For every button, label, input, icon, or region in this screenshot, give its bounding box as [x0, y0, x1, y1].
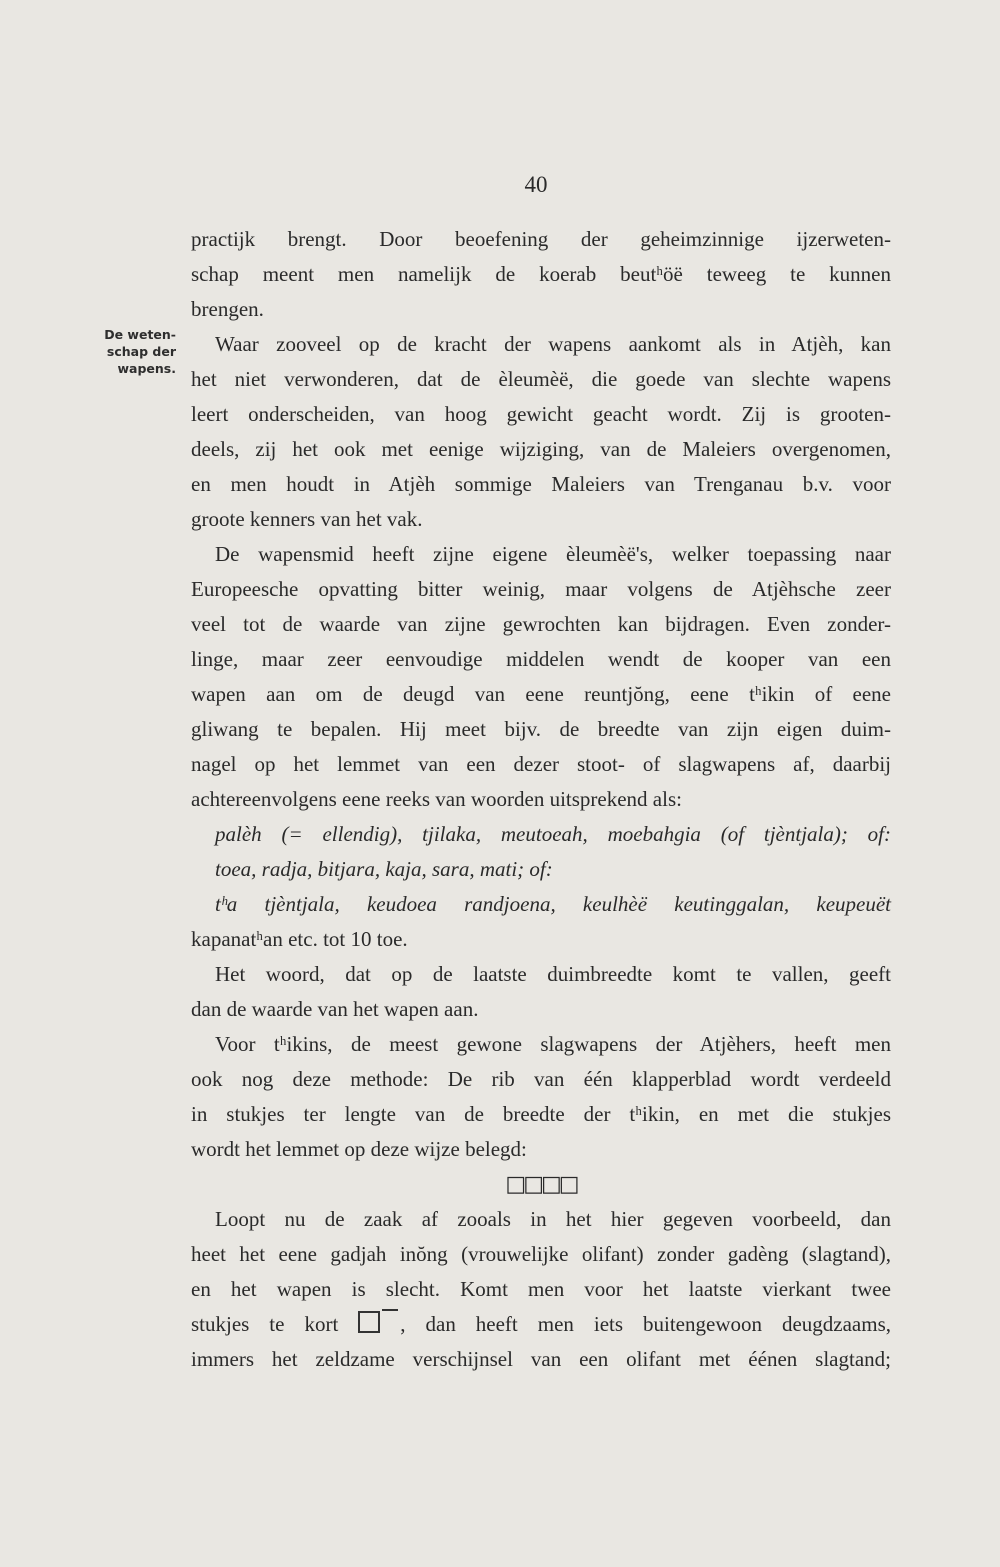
box-diagram	[191, 1167, 891, 1202]
text-line: en het wapen is slecht. Komt men voor het laatste vierkant twee	[191, 1277, 891, 1301]
text-line: tʰa tjèntjala, keudoea randjoena, keulhèë keutinggalan, keupeuët	[215, 892, 891, 916]
margin-note	[60, 326, 176, 377]
text-line: practijk brengt. Door beoefening der geheimzinnige ijzerweten-	[191, 227, 891, 251]
text-line: Loopt nu de zaak af zooals in het hier gegeven voorbeeld, dan	[215, 1207, 891, 1231]
text-line: het niet verwonderen, dat de èleumèë, die goede van slechte wapens	[191, 367, 891, 391]
margin-note-line: wapens.	[117, 361, 176, 376]
text-line: in stukjes ter lengte van de breedte der tʰikin, en met die stukjes	[191, 1102, 891, 1126]
text-line: De wapensmid heeft zijne eigene èleumèë's, welker toepassing naar	[215, 542, 891, 566]
text-line: Het woord, dat op de laatste duimbreedte komt te vallen, geeft	[215, 962, 891, 986]
text-line: kapanatʰan etc. tot 10 toe.	[191, 927, 408, 951]
text-line: leert onderscheiden, van hoog gewicht geacht wordt. Zij is grooten-	[191, 402, 891, 426]
text-line: deels, zij het ook met eenige wijziging, van de Maleiers overgenomen,	[191, 437, 891, 461]
text-line: toea, radja, bitjara, kaja, sara, mati; of:	[215, 857, 553, 881]
text-line: wapen aan om de deugd van eene reuntjŏng, eene tʰikin of eene	[191, 682, 891, 706]
text-line: heet het eene gadjah inŏng (vrouwelijke olifant) zonder gadèng (slagtand),	[191, 1242, 891, 1266]
text-line: immers het zeldzame verschijnsel van een olifant met éénen slagtand;	[191, 1347, 891, 1371]
text-line	[191, 1307, 891, 1342]
text-line: Europeesche opvatting bitter weinig, maar volgens de Atjèhsche zeer	[191, 577, 891, 601]
square-icon	[358, 1311, 380, 1333]
text-line: nagel op het lemmet van een dezer stoot- of slagwapens af, daarbij	[191, 752, 891, 776]
text-line: Voor tʰikins, de meest gewone slagwapens der Atjèhers, heeft men	[215, 1032, 891, 1056]
text-line: gliwang te bepalen. Hij meet bijv. de breedte van zijn eigen duim-	[191, 717, 891, 741]
text-line: linge, maar zeer eenvoudige middelen wendt de kooper van een	[191, 647, 891, 671]
text-line: veel tot de waarde van zijne gewrochten kan bijdragen. Even zonder-	[191, 612, 891, 636]
text-line: groote kenners van het vak.	[191, 507, 423, 531]
text-line: wordt het lemmet op deze wijze belegd:	[191, 1137, 527, 1161]
text-fragment: stukjes te kort	[191, 1312, 339, 1336]
text-line: schap meent men namelijk de koerab beutʰöë teweeg te kunnen	[191, 262, 891, 286]
text-line: brengen.	[191, 297, 264, 321]
text-fragment: , dan heeft men iets buitengewoon deugdzaams,	[400, 1312, 892, 1336]
rib-boxes-figure: □□□□	[505, 1172, 577, 1197]
margin-note-line: schap der	[106, 344, 176, 359]
text-line: dan de waarde van het wapen aan.	[191, 997, 479, 1021]
text-line: Waar zooveel op de kracht der wapens aankomt als in Atjèh, kan	[215, 332, 891, 356]
page-number: 40	[524, 172, 548, 197]
short-bar-icon	[382, 1309, 398, 1321]
text-line: palèh (= ellendig), tjilaka, meutoeah, moebahgia (of tjèntjala); of:	[215, 822, 891, 846]
margin-note-line: De weten-	[104, 327, 176, 342]
body-text	[191, 222, 891, 1377]
text-line: achtereenvolgens eene reeks van woorden uitsprekend als:	[191, 787, 682, 811]
text-line: ook nog deze methode: De rib van één klapperblad wordt verdeeld	[191, 1067, 891, 1091]
text-line: en men houdt in Atjèh sommige Maleiers van Trenganau b.v. voor	[191, 472, 891, 496]
